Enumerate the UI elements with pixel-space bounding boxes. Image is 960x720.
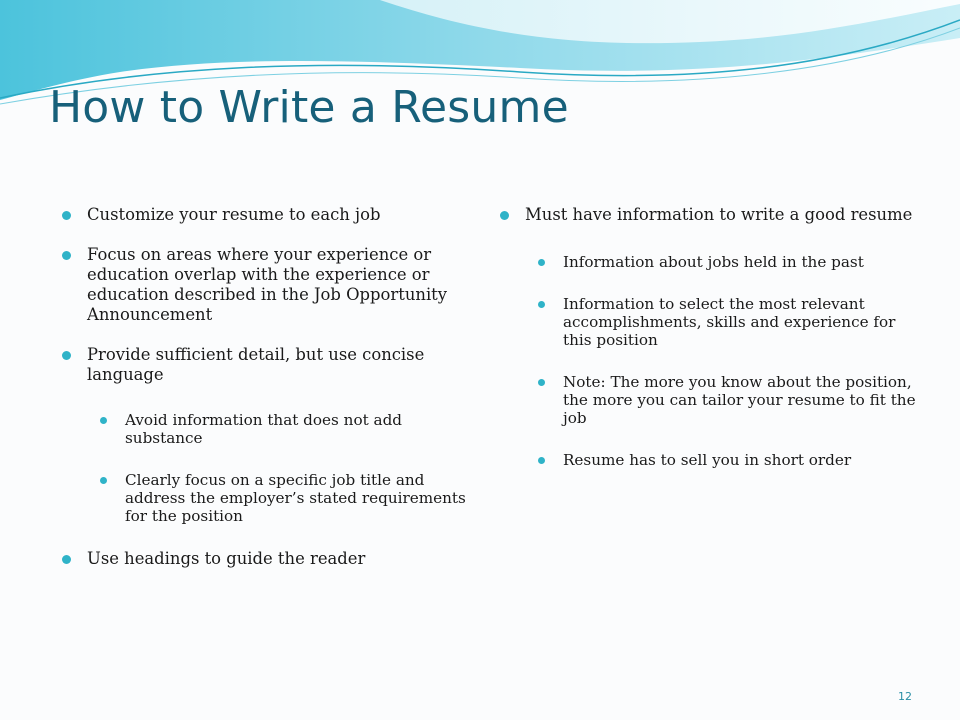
list-item: Use headings to guide the reader bbox=[62, 549, 472, 569]
bullet-icon bbox=[500, 211, 509, 220]
sub-list-item: Information about jobs held in the past bbox=[538, 253, 920, 271]
bullet-icon bbox=[62, 555, 71, 564]
list-item: Provide sufficient detail, but use concise language bbox=[62, 345, 472, 385]
slide-title: How to Write a Resume bbox=[49, 82, 569, 133]
bullet-icon bbox=[538, 259, 545, 266]
bullet-icon bbox=[538, 457, 545, 464]
sub-list-item: Clearly focus on a specific job title and address the employer’s stated requirements for the position bbox=[100, 471, 472, 525]
bullet-icon bbox=[62, 351, 71, 360]
bullet-icon bbox=[62, 211, 71, 220]
page-number: 12 bbox=[898, 690, 912, 703]
list-item: Must have information to write a good resume bbox=[500, 205, 920, 225]
sub-list-item: Resume has to sell you in short order bbox=[538, 451, 920, 469]
bullet-icon bbox=[100, 417, 107, 424]
list-item: Focus on areas where your experience or education overlap with the experience or education described in the Job Opportunity Announcement bbox=[62, 245, 472, 325]
bullet-icon bbox=[62, 251, 71, 260]
sub-list-item: Information to select the most relevant accomplishments, skills and experience for this position bbox=[538, 295, 920, 349]
list-item: Customize your resume to each job bbox=[62, 205, 472, 225]
bullet-icon bbox=[100, 477, 107, 484]
bullet-icon bbox=[538, 301, 545, 308]
sub-list-item: Avoid information that does not add substance bbox=[100, 411, 472, 447]
left-bullet-list bbox=[62, 205, 472, 589]
bullet-icon bbox=[538, 379, 545, 386]
right-bullet-list bbox=[500, 205, 920, 493]
sub-list-item: Note: The more you know about the position, the more you can tailor your resume to fit the job bbox=[538, 373, 920, 427]
